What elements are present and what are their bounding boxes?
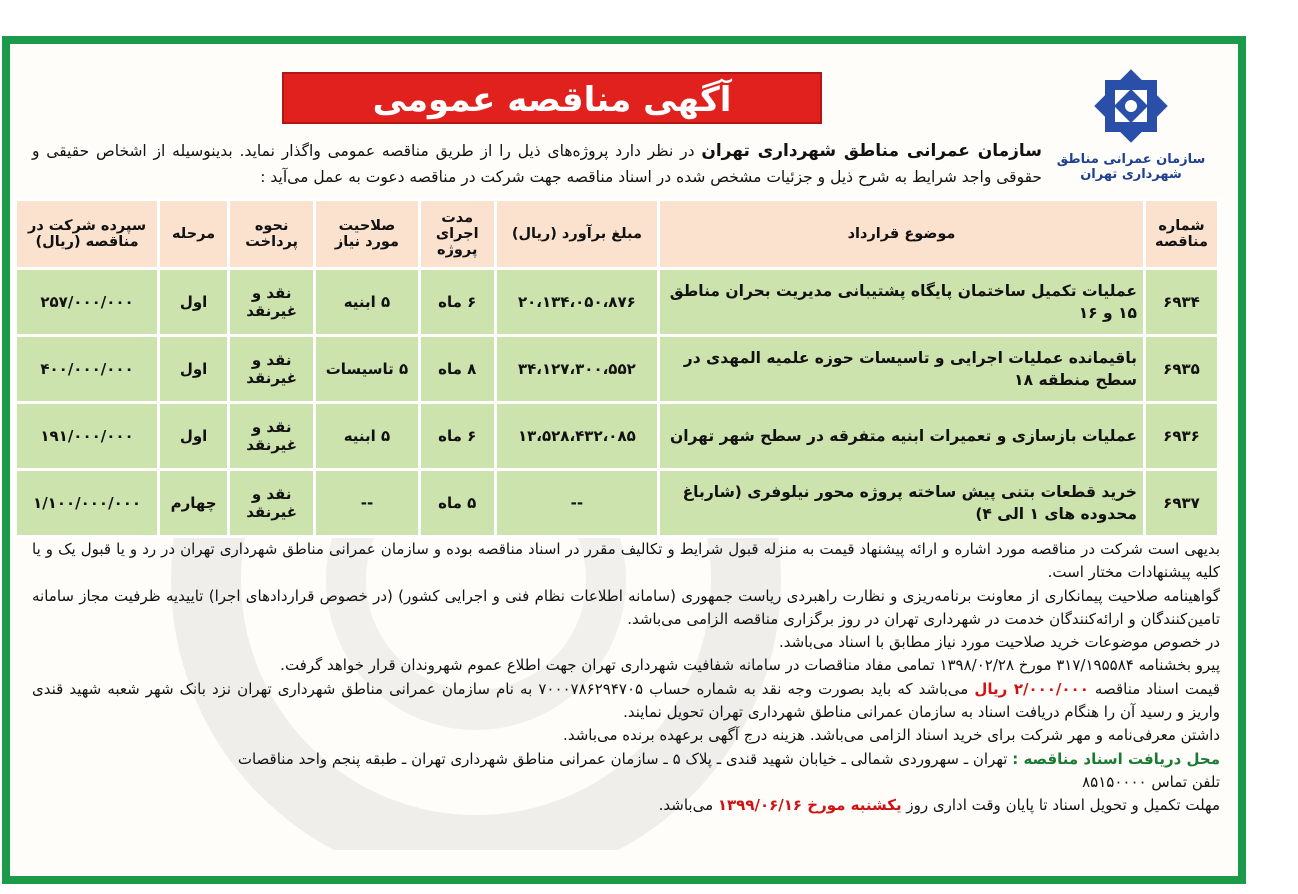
cell-payment: نقد و غیرنقد — [230, 404, 313, 468]
table-row — [17, 337, 1217, 401]
tender-table — [14, 198, 1220, 538]
cell-subject: عملیات تکمیل ساختمان پایگاه پشتیبانی مدیریت بحران مناطق ۱۵ و ۱۶ — [660, 270, 1143, 334]
header-deposit: سپرده شرکت در مناقصه (ریال) — [17, 201, 157, 267]
header-duration: مدت اجرای پروژه — [421, 201, 494, 267]
note-7 — [32, 748, 1220, 771]
cell-payment: نقد و غیرنقد — [230, 270, 313, 334]
cell-deposit: ۱/۱۰۰/۰۰۰/۰۰۰ — [17, 471, 157, 535]
cell-stage: چهارم — [160, 471, 227, 535]
cell-subject: خرید قطعات بتنی پیش ساخته پروژه محور نیلوفری (شارباغ محدوده های ۱ الی ۴) — [660, 471, 1143, 535]
cell-duration: ۶ ماه — [421, 270, 494, 334]
cell-payment: نقد و غیرنقد — [230, 471, 313, 535]
intro-paragraph — [32, 138, 1042, 190]
cell-qualification: ۵ ابنیه — [316, 270, 417, 334]
cell-estimate: -- — [497, 471, 657, 535]
cell-number: ۶۹۳۵ — [1146, 337, 1217, 401]
banner-title: آگهی مناقصه عمومی — [282, 72, 822, 124]
deadline-date: یکشنبه مورخ ۱۳۹۹/۰۶/۱۶ — [717, 796, 902, 815]
note-1: بدیهی است شرکت در مناقصه مورد اشاره و ارائه پیشنهاد قیمت به منزله قبول شرایط و تکالیف مقرر در اسناد مناقصه بوده و سازمان عمرانی مناطق شهرداری تهران در رد و یا قبول یک و یا کلیه پیشنهادات مختار است. — [32, 540, 1220, 582]
cell-duration: ۸ ماه — [421, 337, 494, 401]
notes-section — [32, 538, 1220, 818]
header-stage: مرحله — [160, 201, 227, 267]
note-3: در خصوص موضوعات خرید صلاحیت مورد نیاز مطابق با اسناد می‌باشد. — [778, 633, 1220, 652]
cell-qualification: -- — [316, 471, 417, 535]
cell-duration: ۶ ماه — [421, 404, 494, 468]
cell-estimate: ۱۳،۵۲۸،۴۳۲،۰۸۵ — [497, 404, 657, 468]
cell-deposit: ۱۹۱/۰۰۰/۰۰۰ — [17, 404, 157, 468]
note-2: گواهینامه صلاحیت پیمانکاری از معاونت برنامه‌ریزی و نظارت راهبردی ریاست جمهوری (سامانه اطلاعات نظام فنی و اجرایی کشور) (در خصوص قراردادهای اجرا) تاییدیه ظرفیت مجاز سامانه تامین‌کنندگان و ارائه‌کنندگان خدمت در شهرداری تهران در روز برگزاری مناقصه الزامی می‌باشد. — [32, 586, 1220, 628]
cell-number: ۶۹۳۶ — [1146, 404, 1217, 468]
note-4: پیرو بخشنامه ۳۱۷/۱۹۵۵۸۴ مورخ ۱۳۹۸/۰۲/۲۸ تمامی مفاد مناقصات در سامانه شفافیت شهرداری تهران جهت اطلاع عموم شهروندان قرار خواهد گرفت. — [280, 656, 1220, 675]
contact-phone: تلفن تماس ۸۵۱۵۰۰۰۰ — [1082, 772, 1220, 791]
cell-number: ۶۹۳۷ — [1146, 471, 1217, 535]
cell-payment: نقد و غیرنقد — [230, 337, 313, 401]
note-5-post: می‌باشد که باید بصورت وجه نقد به شماره حساب ۷۰۰۰۷۸۶۲۹۴۷۰۵ به نام سازمان عمرانی مناطق شهرداری تهران نزد بانک شهر شعبه شهید قندی واریز و رسید آن را هنگام دریافت اسناد به سازمان عمرانی مناطق شهرداری تهران تحویل نمایند. — [32, 679, 1220, 722]
note-5-pre: قیمت اسناد مناقصه — [1088, 679, 1221, 698]
cell-stage: اول — [160, 270, 227, 334]
cell-subject: باقیمانده عملیات اجرایی و تاسیسات حوزه علمیه المهدی در سطح منطقه ۱۸ — [660, 337, 1143, 401]
cell-number: ۶۹۳۴ — [1146, 270, 1217, 334]
note-deadline — [32, 794, 1220, 817]
note-6: داشتن معرفی‌نامه و مهر شرکت برای خرید اسناد الزامی می‌باشد. هزینه درج آگهی برعهده برنده می‌باشد. — [563, 726, 1220, 745]
header-number: شماره مناقصه — [1146, 201, 1217, 267]
municipality-star-icon — [1091, 66, 1171, 146]
ad-content — [16, 50, 1232, 870]
document-price: ۲/۰۰۰/۰۰۰ ریال — [974, 679, 1089, 698]
logo-caption: سازمان عمرانی مناطق شهرداری تهران — [1056, 152, 1206, 182]
cell-duration: ۵ ماه — [421, 471, 494, 535]
cell-stage: اول — [160, 337, 227, 401]
cell-deposit: ۲۵۷/۰۰۰/۰۰۰ — [17, 270, 157, 334]
cell-estimate: ۳۴،۱۲۷،۳۰۰،۵۵۲ — [497, 337, 657, 401]
table-row — [17, 270, 1217, 334]
note-5 — [32, 678, 1220, 725]
pickup-location-text: تهران ـ سهروردی شمالی ـ خیابان شهید قندی ـ پلاک ۵ ـ سازمان عمرانی مناطق شهرداری تهران ـ طبقه پنجم واحد مناقصات — [237, 749, 1013, 768]
header-payment: نحوه پرداخت — [230, 201, 313, 267]
pickup-location-label: محل دریافت اسناد مناقصه : — [1012, 749, 1220, 768]
org-name: سازمان عمرانی مناطق شهرداری تهران — [701, 141, 1042, 161]
header-estimate: مبلغ برآورد (ریال) — [497, 201, 657, 267]
cell-qualification: ۵ تاسیسات — [316, 337, 417, 401]
table-row — [17, 471, 1217, 535]
intro-text: در نظر دارد پروژه‌های ذیل را از طریق مناقصه عمومی واگذار نماید. بدینوسیله از اشخاص حقیقی و حقوقی واجد شرایط به شرح ذیل و جزئیات مشخص شده در اسناد مناقصه جهت شرکت در مناقصه دعوت به عمل می‌آید : — [32, 142, 1042, 186]
header-qualification: صلاحیت مورد نیاز — [316, 201, 417, 267]
ad-frame — [2, 36, 1246, 884]
organization-logo — [1056, 66, 1206, 200]
cell-qualification: ۵ ابنیه — [316, 404, 417, 468]
cell-deposit: ۴۰۰/۰۰۰/۰۰۰ — [17, 337, 157, 401]
cell-stage: اول — [160, 404, 227, 468]
deadline-post: می‌باشد. — [658, 796, 718, 815]
table-header-row — [17, 201, 1217, 267]
deadline-pre: مهلت تکمیل و تحویل اسناد تا پایان وقت اداری روز — [901, 796, 1220, 815]
cell-subject: عملیات بازسازی و تعمیرات ابنیه متفرقه در سطح شهر تهران — [660, 404, 1143, 468]
cell-estimate: ۲۰،۱۳۴،۰۵۰،۸۷۶ — [497, 270, 657, 334]
header-subject: موضوع قرارداد — [660, 201, 1143, 267]
table-row — [17, 404, 1217, 468]
